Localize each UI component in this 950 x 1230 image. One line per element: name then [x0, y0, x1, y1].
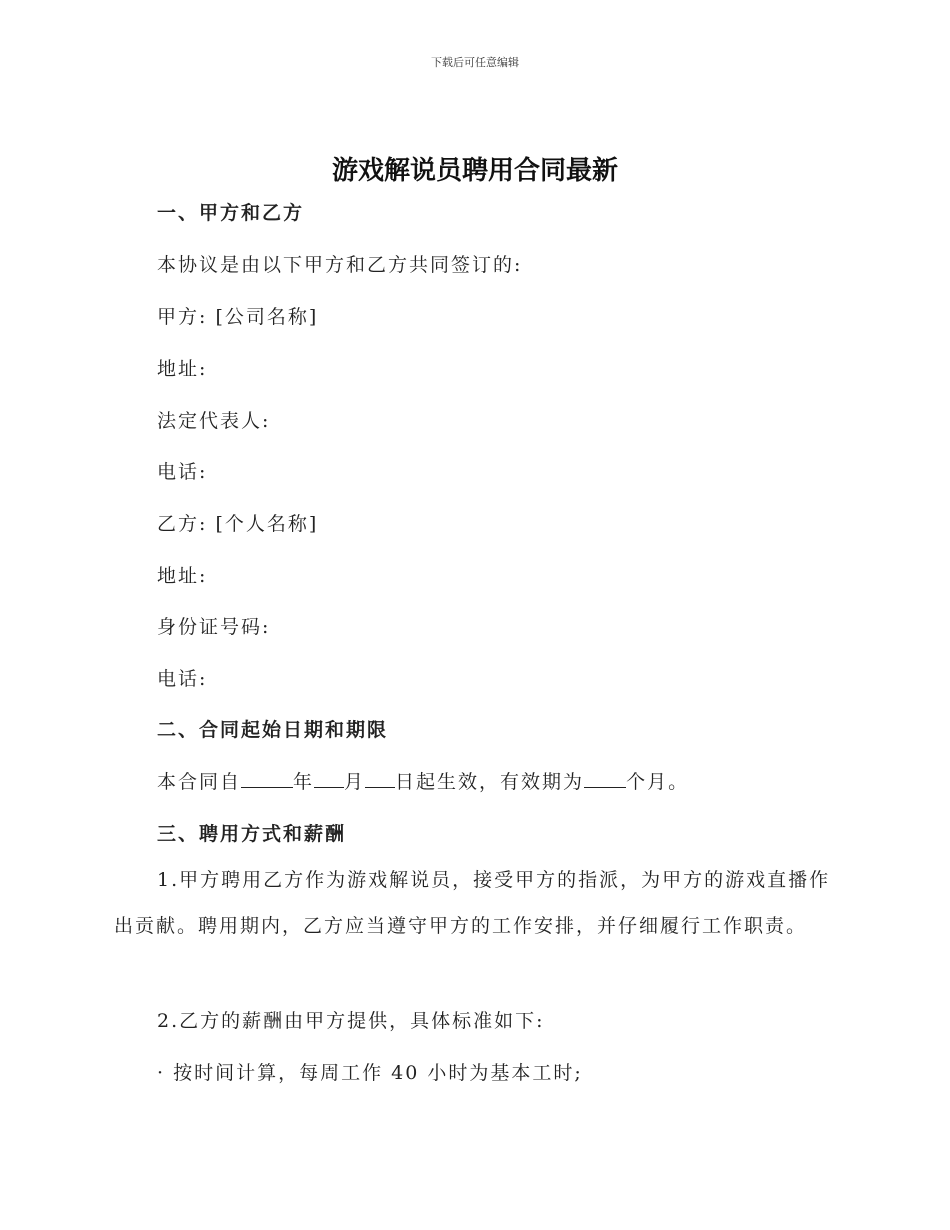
- section-3-heading: 三、聘用方式和薪酬: [157, 823, 347, 845]
- month-blank: [314, 769, 344, 788]
- year-blank: [241, 769, 293, 788]
- section-1-heading: 一、甲方和乙方: [157, 202, 305, 224]
- party-a-name: 甲方: [公司名称]: [157, 306, 319, 328]
- bullet-weekly-hours: · 按时间计算，每周工作 40 小时为基本工时;: [157, 1062, 583, 1084]
- duration-blank: [584, 769, 626, 788]
- term-text-month: 月: [344, 771, 366, 793]
- party-b-address: 地址:: [157, 565, 208, 587]
- party-b-name: 乙方: [个人名称]: [157, 513, 319, 535]
- section-2-heading: 二、合同起始日期和期限: [157, 719, 389, 741]
- page-header-note: 下载后可任意编辑: [431, 56, 519, 69]
- day-blank: [365, 769, 395, 788]
- party-a-address: 地址:: [157, 358, 208, 380]
- term-text-start: 本合同自: [157, 771, 242, 793]
- agreement-intro: 本协议是由以下甲方和乙方共同签订的:: [157, 254, 523, 276]
- party-b-id-number: 身份证号码:: [157, 616, 271, 638]
- party-a-phone: 电话:: [157, 461, 208, 483]
- contract-term-line: [157, 767, 689, 794]
- party-a-representative: 法定代表人:: [157, 410, 271, 432]
- term-text-year: 年: [293, 771, 315, 793]
- document-title: 游戏解说员聘用合同最新: [331, 156, 618, 186]
- clause-2-paragraph: 2.乙方的薪酬由甲方提供，具体标准如下:: [157, 1010, 545, 1032]
- term-text-day: 日起生效，有效期为: [395, 771, 585, 793]
- term-text-end: 个月。: [626, 771, 690, 793]
- clause-1-paragraph: 1.甲方聘用乙方作为游戏解说员，接受甲方的指派，为甲方的游戏直播作出贡献。聘用期内，乙方应当遵守甲方的工作安排，并仔细履行工作职责。: [114, 869, 831, 937]
- party-b-phone: 电话:: [157, 668, 208, 690]
